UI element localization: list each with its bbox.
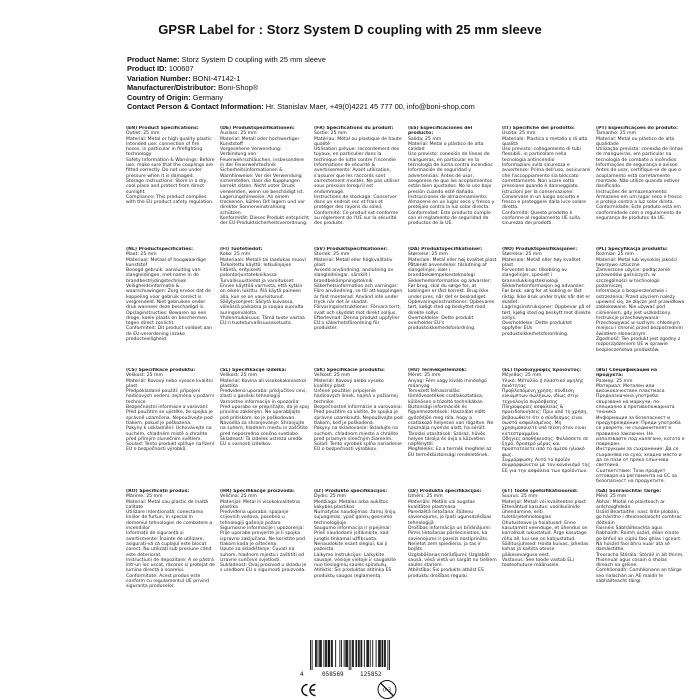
spec-line: Méid: 25 mm (596, 494, 627, 500)
spec-line: Predviđena uporaba: spajanje crijevnih vodova, posebno u tehnologiji gašenja požara (220, 510, 289, 526)
spec-heading: (FI) Tuotetiedot: (220, 247, 263, 252)
spec-heading: (SL) Specifikacije izdelka: (220, 368, 287, 373)
spec-line: Uso previsto: collegamento di tubi flessibili, in particolare nella tecnologia antincendio (502, 147, 581, 163)
spec-heading: (DA) Produktspecifikationer: (408, 247, 483, 252)
spec-line: Treoracha Stórála: Stóráil in áit thirim, fhionnuar agus cosain ó sholas díreach na gréine. (596, 552, 684, 569)
barcode-bar (329, 640, 330, 667)
spec-line: Informații de siguranță și avertismente: Înainte de utilizare, asigurați-vă că cuplajul este blocat corect. Nu utilizați sub presiune când este deteriorat. (126, 531, 212, 558)
spec-line: Размер: 25 mm (596, 378, 633, 384)
barcode-bar (355, 640, 356, 667)
barcode-bar (353, 640, 354, 667)
spec-line: Ohutusteave ja hoiatused: Enne kasutamist veenduge, et ühendus on korralikult lukustatud. Ärge kasutage rõhu all, kui see on kahjustatud. (502, 520, 588, 542)
info-row (127, 64, 687, 73)
spec-heading: (PL) Specyfikacja produktu: (596, 247, 668, 252)
spec-line: Material: Metall oder hochwertiger Kunststoff (220, 136, 300, 147)
spec-line: Säilitusjuhised: Hoida kuivas, jahedas kohas ja kaitsta otsese päikesevalguse eest. (502, 541, 589, 558)
spec-line: Informações de segurança e avisos: Antes de usar, certifique-se de que o acoplamento está corretamente montado. Não utilize quando estiver danificado. (596, 163, 681, 190)
spec-block (594, 368, 688, 489)
spec-line: Påtænkt anvendelse: tilslutning af slangelinjer, især i brandbekæmpelsesteknologi (408, 262, 487, 279)
spec-block (500, 247, 594, 368)
spec-line: Utilizare intenționată: conectarea liniilor de furtun, în special în domeniul tehnologiei de combatere a incendiilor (126, 510, 213, 532)
spec-line: Material: Metal ou plástico de alta qualidade (596, 136, 675, 147)
spec-line: Safety Information & Warnings: Before use, make sure that the couplings are fitted correctly. Do not use under pressure when it is damaged. (126, 157, 215, 179)
info-key: Country of Origin: (127, 92, 191, 102)
spec-line: Informacje o bezpieczeństwie i ostrzeżenia: Przed użyciem należy upewnić się, że złącze jest prawidłowo zablokowane. Nie używać pod ciśnieniem, gdy jest uszkodzony. (596, 289, 685, 316)
spec-line: Auslass: 25 mm (220, 131, 257, 137)
spec-line: Suurus: 25 mm (502, 494, 538, 500)
spec-block (312, 126, 406, 247)
spec-heading: (SK) Špecifikácie produktu: (314, 368, 385, 373)
spec-line: Konformität: Dieses Produkt entspricht der EU-Produktsicherheitsverordnung. (220, 216, 309, 227)
spec-line: Pokyny k uskladnění: Uchovávejte na suchém, chladném místě a chraňte před přímým slunečním světlem. (126, 426, 212, 442)
barcode-bar (380, 640, 381, 667)
spec-line: Numatytas naudojimas: žarnų linijų sujungimas, ypač gaisrų gesinimo technologijoje (314, 510, 396, 526)
barcode-bar (387, 640, 388, 670)
barcode-bar (320, 640, 321, 667)
spec-line: Storage instructions: Store in a dry, cool place and protect from direct sunlight. (126, 178, 208, 195)
spec-line: Størrelse: 25 mm (408, 252, 448, 258)
barcode-bar (331, 640, 332, 667)
info-value: Germany (192, 92, 224, 102)
spec-line: Προβλεπόμενη χρήση: σύνδεση εύκαμπτων σωλήνων, ιδίως στην τεχνολογία πυρόσβεσης (502, 389, 579, 405)
spec-block (218, 368, 312, 489)
age-warning-label: 0-3 (382, 687, 392, 694)
spec-heading: (ET) Toote spetsifikatsioonid: (502, 489, 578, 494)
barcode-bar (385, 640, 386, 667)
spec-line: Förvaringsinstruktioner: Förvara torrt, svalt och skyddat mot direkt solljus. (314, 305, 401, 316)
barcode-bar (364, 640, 365, 667)
info-row (127, 93, 687, 102)
spec-line: Съответствие: Този продукт отговаря на регламента на ЕС за безопасност на продуктите. (596, 468, 677, 485)
barcode-bar (367, 640, 368, 667)
ce-mark-icon (301, 683, 317, 697)
spec-line: Maat: 25 mm (126, 252, 157, 258)
barcode-bar (356, 640, 357, 667)
spec-heading: (NO) Produktspesifikasjoner: (502, 247, 578, 252)
spec-block (218, 489, 312, 610)
spec-line: Ettenähtud kasutus: voolikuliinide ühendamine, eriti tuletõrjetehnoloogias (502, 504, 580, 521)
barcode-bar (382, 640, 383, 667)
info-key: Variation Number: (127, 73, 191, 83)
spec-line: Velikost: 25 mm (220, 373, 257, 379)
barcode-bar (323, 640, 324, 667)
spec-line: Veiligheidsinformatie & waarschuwingen: Zorg ervoor dat de koppeling voor gebruik correct is vergrendeld. Niet gebruiken onder druk wanneer deze beschadigd is. (126, 284, 211, 311)
barcode-bar (366, 640, 367, 667)
spec-line: Informazioni sulla sicurezza e avvertenze: Prima dell'uso, assicurarsi che l'accoppiamento sia bloccato correttamente. Non usare sotto pressione quando è danneggiato. (502, 163, 591, 190)
spec-heading: (NL) Productspecificaties: (126, 247, 193, 252)
barcode-bar (361, 640, 362, 667)
spec-block (312, 368, 406, 489)
spec-line: Overholdelse: Dette produkt overholder EU's produktsikkerhedsforordning. (408, 315, 476, 332)
barcode-bar (318, 640, 319, 667)
info-key: Product Name: (127, 55, 180, 64)
spec-line: Materijal: Metal ili visokokvalitetna plastika (220, 499, 300, 510)
label-title: GPSR Label for : Storz System D coupling with 25 mm sleeve (158, 22, 542, 37)
spec-line: Bezpečnostné informácie a varovania: Pred použitím sa uistite, že spojka je správne uzamknutá. Nepoužívajte pod tlakom, keď je poškodená. (314, 405, 403, 426)
spec-line: Megfelelés: Ez a termék megfelel az EU termékbiztonsági rendeletének. (408, 447, 492, 458)
spec-heading: (LT) Produkto specifikacijos: (314, 489, 388, 494)
spec-block (312, 489, 406, 610)
spec-line: Varnostne informacije in opozorila: Pred uporabo se prepričajte, da je spoj pravilno zaklenjen. Ne uporabljajte pod pritiskom, ko je poškodovan. (220, 399, 309, 421)
spec-line: Tervezett felhasználás: tömlővezetékek csatlakoztatása, különösen a tűzoltó technikában (408, 389, 484, 405)
barcode-bar (329, 640, 330, 667)
spec-block (124, 489, 218, 610)
spec-line: Informations de sécurité & avertissements: Avant utilisation, s'assurer que les raccords sont correctement montés. Ne pas utiliser sous pression lorsqu'il est endommagé. (314, 163, 400, 195)
spec-block (124, 368, 218, 489)
spec-line: Lagerungshinweise: An einem trockenen, kühlen Ort lagern und vor direkter Sonneneinstrahlung schützen. (220, 194, 306, 216)
spec-line: Storlek: 25 mm (314, 252, 350, 258)
spec-line: Υλικό: Μέταλλο ή πλαστικό υψηλής ποιότητας (502, 378, 584, 389)
barcode-bar (325, 640, 326, 667)
spec-block (500, 368, 594, 489)
spec-heading: (FR) Spécifications du produit: (314, 126, 394, 131)
barcode-bar (379, 640, 380, 667)
barcode-bar (316, 640, 317, 667)
spec-line: Instruções de armazenamento: Armazene em um lugar seco e fresco e proteja contra a luz solar direta. (596, 189, 682, 206)
spec-block (124, 247, 218, 368)
spec-line: Materiale: Plastica o metallo o di alta qualità (502, 136, 588, 147)
info-value: Storz System D coupling with 25 mm sleeve (181, 55, 326, 64)
spec-line: Outlet: 25 mm (126, 131, 160, 137)
barcode-bar (312, 640, 313, 670)
spec-line: Comhlíonadh: Comhlíonann an táirge seo rialachán an AE maidir le sábháilteacht táirgí. (596, 568, 682, 585)
spec-line: Opbevaringsinstruktioner: Opbevares tørt, køligt sted og beskyttet mod direkte sollys. (408, 299, 495, 316)
spec-line: Utilisation prévue: raccordement des tuyaux, en particulier dans la technique de lutte contre l'incendie (314, 147, 400, 163)
barcode-bar (315, 640, 316, 667)
spec-line: Sukladnost: Ovaj proizvod u skladu je s uredbom EU o sigurnosti proizvoda. (220, 563, 307, 574)
barcode-bar (328, 640, 329, 667)
spec-line: Säilytysohjeet: Säilytä kuivassa, viileässä paikassa ja suojaa suoralta auringonvalolta. (220, 299, 304, 316)
spec-heading: (PT) Especificações do produto: (596, 126, 678, 131)
spec-line: Overholdelse: Dette produktet oppfyller EUs produktsikkerhetsforordning. (502, 321, 572, 337)
spec-line: Utilização prevista: conexão de linhas de mangueiras, em particular na tecnologia de combate a incêndios (596, 147, 683, 163)
age-warning-icon (375, 679, 399, 700)
info-key: Product ID: (127, 64, 167, 74)
info-value: Hr. Stanislav Maer, +49(0)4221 45 777 00, info@boni-shop.com (265, 102, 475, 112)
spec-heading: (CS) Specifikace produktu: (126, 368, 196, 373)
spec-heading: (BG) Спецификации на продукта: (596, 368, 658, 379)
spec-line: Material: Metal o plástico de alta calidad (408, 141, 484, 153)
barcode-bar (382, 640, 383, 667)
spec-line: Предназначена употреба: свързване на маркучи, по-специално в противопожарната техника (596, 394, 675, 416)
spec-block (594, 247, 688, 368)
spec-line: Dydis: 25 mm (314, 494, 347, 500)
spec-line: Conformiteit: Dit product voldoet aan de EU-verordening inzake productveiligheid. (126, 326, 212, 343)
info-value: 100607 (168, 64, 194, 74)
spec-heading: (GA) Sonraíochtaí Táirge: (596, 489, 662, 494)
barcode-bar (352, 640, 353, 667)
spec-line: Conformitate: Acest produs este conform cu regulamentul UE privind siguranța produselor. (126, 573, 210, 590)
barcode-bar (359, 640, 360, 667)
spec-line: Materiaal: Metaal of hoogwaardige kunststof (126, 257, 206, 268)
barcode-bar (341, 640, 342, 667)
spec-block (594, 489, 688, 610)
spec-line: Material: Kovina ali visokokakovostna plastika (220, 378, 306, 389)
spec-line: Instructions de stockage: Conserver dans un endroit sec et frais et protéger des rayons du soleil. (314, 194, 397, 211)
spec-line: Инструкции за съхранение: Да се съхранява на сухо, хладно място и да се пази от пряка слънчева светлина. (596, 447, 682, 469)
spec-line: Paredzētā lietošana: šļūteņu savienojums, jo īpaši ugunsdzēsības tehnoloģijā (408, 510, 492, 526)
spec-line: Anyag: Fém vagy kiváló minőségű műanyag (408, 378, 487, 389)
barcode-bar (372, 640, 373, 667)
spec-grid (124, 126, 688, 610)
spec-line: Předpokládané použití: připojení hadicových vedení, zejména v požární technice (126, 389, 215, 405)
spec-line: Materiał: Metal lub wysokiej jakości tworzywo sztuczne (596, 257, 678, 268)
spec-line: Sikkerhetsinformasjon og advarsler: Før bruk, sørg for at kobling er låst riktig. Ikke bruk under trykk når det er skadet. (502, 284, 591, 305)
barcode-bar (389, 640, 390, 670)
spec-block (406, 368, 500, 489)
spec-line: Instrucciones de almacenamiento: Almacene en un lugar seco y fresco y protéjalo contra la luz solar directa. (408, 194, 495, 211)
spec-line: Tamanho: 25 mm (596, 131, 637, 137)
barcode-bar (346, 640, 347, 667)
spec-line: Veľkosť: 25 mm (314, 373, 351, 379)
spec-line: Mărime: 25 mm (126, 494, 163, 500)
product-info (127, 55, 687, 111)
spec-line: Συμμόρφωση: Αυτό το προϊόν συμμορφώνεται με τον κανονισμό της ΕΕ για την ασφάλεια των προϊόντων. (502, 458, 591, 474)
spec-heading: (RO) Specificații produs: (126, 489, 190, 494)
barcode-bar (339, 640, 340, 667)
spec-line: Avsedd användning: anslutning av slangledningar, särskilt i brandbekämpningsteknik (314, 268, 394, 284)
spec-heading: (HU) Termékjellemzők: (408, 368, 467, 373)
info-row (127, 55, 687, 64)
barcode-bar (358, 640, 359, 667)
spec-heading: (LV) Produkta specifikācijas: (408, 489, 482, 494)
spec-line: Sortie: 25 mm (314, 131, 347, 137)
spec-line: Materiál: Kovový nebo vysoce kvalitní plast (126, 378, 213, 389)
spec-line: Medžiaga: Metalas arba aukštos kokybės plastikas (314, 499, 388, 510)
spec-line: Material: Metal or high quality plastic (126, 136, 212, 142)
spec-line: Zgodność: Ten produkt jest zgodny z rozporządzeniem UE w sprawie bezpieczeństwa produktów. (596, 337, 681, 353)
spec-line: Sicherheitsinformationen & Warnhinweise: Vor der Verwendung sicherstellen, dass die Kupplungen korrekt sitzen. Nicht unter Druck verwenden, wenn sie beschädigt ist. (220, 168, 305, 195)
barcode-bar (349, 640, 350, 670)
spec-line: Instrucțiuni de depozitare: A se păstra într-un loc uscat, răcoros și protejat de lumina directă a soarelui. (126, 557, 215, 574)
spec-line: Súlad: Tento výrobok spĺňa nariadenie EÚ o bezpečnosti výrobkov. (314, 442, 402, 453)
barcode-bar (370, 640, 371, 667)
spec-block (312, 247, 406, 368)
spec-line: Størrelse: 25 mm (502, 252, 542, 258)
ean-barcode (300, 640, 400, 680)
spec-line: Pokyny na skladovanie: Skladujte na suchom, chladnom mieste a chráňte pred priamym slnečným žiarením. (314, 426, 399, 442)
spec-line: Sikkerhedsinformation og advarsler: Før brug, skal du sørge for, at koblingen er låst korrekt. Brug ikke under pres, når det er beskadiget. (408, 278, 492, 300)
barcode-bar (319, 640, 320, 667)
spec-block (406, 489, 500, 610)
spec-line: Vorgesehene Verwendung: Verbindung von Feuerwehrschläuchen, insbesondere in der Feuerwehrtechnik (220, 147, 304, 169)
spec-line: Salida: 25 mm (408, 136, 442, 142)
spec-line: Materiál: Kovový alebo vysoko kvalitný plast (314, 378, 384, 389)
spec-line: Uscita: 25 mm (502, 131, 536, 137)
spec-line: Forventet bruk: tilkobling av slangelinjer, spesielt i brannslukkingsteknologi (502, 268, 567, 284)
info-row (127, 74, 687, 83)
barcode-bar (345, 640, 346, 667)
spec-line: Laikymo instrukcijos: Laikykite sausoje, vėsioje vietoje ir saugokite nuo tiesioginių saulės spindulių. (314, 552, 396, 569)
spec-heading: (IT) Specifiche del prodotto: (502, 126, 575, 131)
barcode-bar (326, 640, 327, 667)
spec-line: Méret: 25 mm (408, 373, 441, 379)
spec-line: Soulad: Tento produkt splňuje nařízení EU o bezpečnosti výrobků. (126, 442, 215, 453)
spec-block (500, 489, 594, 610)
barcode-bar (350, 640, 351, 670)
spec-line: Material: Metal sau plastic de înaltă calitate (126, 499, 208, 510)
spec-line: Πληροφορίες ασφαλείας & προειδοποιήσεις: Πριν από τη χρήση, βεβαιωθείτε ότι ο σύνδεσμος είναι σωστά ασφαλισμένος. Μη χρησιμοποιείτε υπό πίεση όταν είναι κατεστραμμένο. (502, 405, 588, 437)
spec-block (218, 247, 312, 368)
spec-line: Uso previsto: conexión de líneas de mangueras, en particular en la tecnología de lucha contra incendios (408, 152, 493, 169)
spec-line: Materiaali: Metalli tai laadukas muovi (220, 257, 306, 263)
spec-line: Navodila za shranjevanje: Shranjujte na suhem, hladnem mestu in zaščitite pred neposredno sončno svetlobo. (220, 420, 308, 437)
spec-line: Atbilstība: Šis produkts atbilst ES produktu drošības regulai. (408, 568, 484, 579)
barcode-right-digits: 125852 (360, 671, 382, 678)
spec-line: Информация за безопасност и предупреждения: Преди употреба се уверете, че съединителят е правилно заключен. Не използвайте под налягане, когато е повреден. (596, 415, 685, 448)
spec-line: Upute za skladištenje: Čuvati na suhom, hladnom mjestu i zaštititi od izravne sunčeve svjetlosti. (220, 547, 304, 563)
spec-line: Conformità: Questo prodotto è conforme al regolamento UE sulla sicurezza dei prodotti. (502, 210, 580, 227)
barcode-bar (332, 640, 333, 667)
info-value: BONI-47142-1 (192, 73, 241, 83)
barcode-bar (344, 640, 345, 667)
spec-line: Úsáid Beartaithe: nasc línte píobáin, go háirithe i dteicneolaíocht comhrac dóiteáin (596, 510, 682, 526)
spec-line: Atitiktis: Šis produktas atitinka ES produktų saugos reglamentą. (314, 568, 392, 579)
spec-heading: (ES) Especificaciones del producto: (408, 126, 473, 137)
spec-line: Materiale: Metal eller høj kvalitet plast (408, 257, 497, 263)
spec-block (406, 126, 500, 247)
spec-line: Conformité: Ce produit est conforme au règlement de l'UE sur la sécurité des produits. (314, 210, 399, 227)
barcode-bar (335, 640, 336, 667)
spec-line: Μέγεθος: 25 mm (502, 373, 542, 379)
spec-line: Beoogd gebruik: aansluiting van slangleidingen, met name in de brandbestrijdingstechniek (126, 268, 201, 284)
spec-line: Skladnost: Ta izdelek ustreza uredbi EU o varnosti izdelkov. (220, 436, 303, 448)
spec-line: Οδηγίες αποθήκευσης: Φυλάσσετε σε ξηρό, δροσερό μέρος και προστατεύετε από το άμεσο ηλιακό φως. (502, 436, 589, 458)
info-row (127, 83, 687, 92)
spec-heading: (EL) Προδιαγραφές προϊόντος: (502, 368, 582, 373)
barcode-bars (310, 640, 390, 670)
spec-line: Información de seguridad y advertencias: Antes de usar, asegúrese de que los acoplamientos están bien ajustados. No lo use bajo presión cuando esté dañado. (408, 168, 493, 195)
spec-heading: (DE) Produktspezifikationen: (220, 126, 295, 131)
barcode-bar (321, 640, 322, 667)
spec-line: Conformidad: Este producto cumple con el reglamento de seguridad de productos de la UE. (408, 210, 491, 227)
spec-line: Zamierzone użycie: podłączenie przewodów gaśniczych, w szczególności w technologii pożarniczej (596, 268, 671, 290)
barcode-lead-digit: 4 (300, 671, 304, 678)
spec-line: Säkerhetsinformation och varningar: Före användning, se till att kopplingen är fast monterad. Använd inte under tryck när det är skadat. (314, 284, 403, 305)
spec-line: Materiāls: Metāls vai augstas kvalitātes plastmasa (408, 499, 475, 510)
barcode-bar (310, 640, 311, 670)
spec-line: Материал: Метален или висококачествен пластмаса (596, 383, 665, 395)
spec-line: Bezpečnostní informace a varování: Před použitím se ujistěte, že spojka je správně uzamčena. Nepoužívejte pod tlakem, pokud je poškozena. (126, 405, 213, 426)
spec-line: Materjal: Metall või kvaliteetne plast (502, 499, 586, 505)
spec-line: Ábhar: Miotal nó plaisteach ar ardchaighdeán (596, 499, 665, 510)
barcode-bar (347, 640, 348, 667)
spec-block (406, 247, 500, 368)
spec-line: Tarkoitettu käyttö: letkulinjojen liitäntä, erityisesti palontorjuntatekniikassa (220, 262, 292, 279)
info-key: Manufacturer/Distributor: (127, 83, 217, 93)
info-value: Boni-Shop® (218, 83, 259, 93)
barcode-bar (378, 640, 379, 667)
spec-line: Predvidena uporaba: priključitev cevi, zlasti v gasilski tehnologiji (220, 389, 307, 400)
spec-line: Velikost: 25 mm (126, 373, 163, 379)
spec-line: Instrukcje przechowywania: Przechowywać w suchym, chłodnym miejscu i chronić przed bezpośrednim światłem słonecznym. (596, 315, 683, 337)
spec-line: Drošības informācija un brīdinājumi: Pirms lietošanas pārliecinieties, ka savienojums ir pareizi nostiprināts. Nelietot zem spiediena, ja tas ir bojāts. (408, 526, 492, 553)
spec-line: Uzglabāšanas norādījumi: Uzglabāt sausā, vēsā vietā un sargāt no tiešiem saules stariem. (408, 552, 497, 569)
spec-line: Istruzioni per la conservazione: Conservare in un luogo asciutto e fresco e proteggere dalla luce solare diretta. (502, 189, 587, 211)
spec-line: Faisnéis Sábháilteachta agus Rabhaidh: Roimh úsáid, déan cinnte go bhfuil an cúplú faoi ghlas i gceart. Ná húsáid faoi bhrú nuair atá sé damáistithe. (596, 526, 682, 553)
spec-line: Koko: 25 mm (220, 252, 251, 258)
barcode-left-digits: 058569 (322, 671, 344, 678)
spec-block (500, 126, 594, 247)
barcode-bar (361, 640, 362, 667)
spec-line: Compliance: This product complies with the EU product safety regulation. (126, 194, 214, 206)
spec-line: Biztonsági információk és figyelmeztetések: Használat előtt győződjön meg róla, hogy a csatlakozó helyesen van rögzítve. Ne használja nyomás alatt, ha sérült. (408, 405, 494, 432)
spec-line: Tárolási utasítások: Száraz, hűvös helyen tárolja és óvja a közvetlen napfénytől. (408, 431, 486, 448)
spec-line: Veličina: 25 mm (220, 494, 257, 500)
spec-line: Rozmiar: 25 mm (596, 252, 634, 258)
spec-line: Materiale: Metall eller høy kvalitet plast (502, 257, 581, 268)
spec-line: Lagringsinstruksjoner: Oppbevar på et tørt, kjølig sted og beskytt mot direkte sollys. (502, 305, 591, 321)
spec-line: Sigurnosne informacije i upozorenja: Prije uporabe provjerite je li spojka ispravno zaključana. Ne koristite pod tlakom kada je oštećena. (220, 526, 305, 547)
spec-heading: (SV) Produktspecifikationer: (314, 247, 388, 252)
spec-line: Intended use: connection of fire hoses, in particular in firefighting technology (126, 141, 203, 158)
spec-line: Opslaginstructies: Bewaren op een droge, koele plaats en beschermen tegen direct zonlicht. (126, 310, 207, 327)
spec-block (594, 126, 688, 247)
spec-heading: (HR) Specifikacije proizvoda: (220, 489, 295, 494)
spec-line: Conformidade: Este produto está em conformidade com o regulamento de segurança de produtos da UE. (596, 205, 682, 222)
spec-line: Vastavus: See toode vastab ELi tooteohutuse määrusele. (502, 557, 574, 569)
spec-line: Efterlevnad: Denna produkt uppfyller EU:s säkerhetsförordning för produkter. (314, 315, 400, 332)
spec-line: Yhdenmukaisuus: Tämä tuote vastaa EU:n tuoteturvallisuusasetusta. (220, 315, 305, 327)
spec-line: Turvallisuustiedot ja varoitukset: Ennen käyttöä varmista, että kytkin on oikein lukittu. Älä käytä paineen alla, kun se on vaurioitunut. (220, 278, 303, 300)
barcode-bar (384, 640, 385, 667)
spec-line: Určené použitie: pripojenie hadicových liniek, najmä v požiarnej technike (314, 389, 398, 405)
barcode-bar (368, 640, 369, 667)
spec-line: Saugumo informacija ir įspėjimai: Prieš naudodami įsitikinkite, kad jungtis tinkamai užfiksuota. Nenaudokite esant slėgiui, kai ji pažeista. (314, 526, 391, 553)
barcode-bar (376, 640, 377, 667)
spec-line: Material: Metall eller högkvalitativ plast (314, 257, 393, 268)
info-key: Contact Person & Contact Information: (127, 102, 264, 112)
info-row (127, 102, 687, 111)
spec-heading: (EN) Product Specifications: (126, 126, 199, 131)
spec-line: Izmērs: 25 mm (408, 494, 443, 500)
spec-block (124, 126, 218, 247)
spec-line: Matériau: Métal ou plastique de haute qualité (314, 136, 402, 147)
spec-block (218, 126, 312, 247)
